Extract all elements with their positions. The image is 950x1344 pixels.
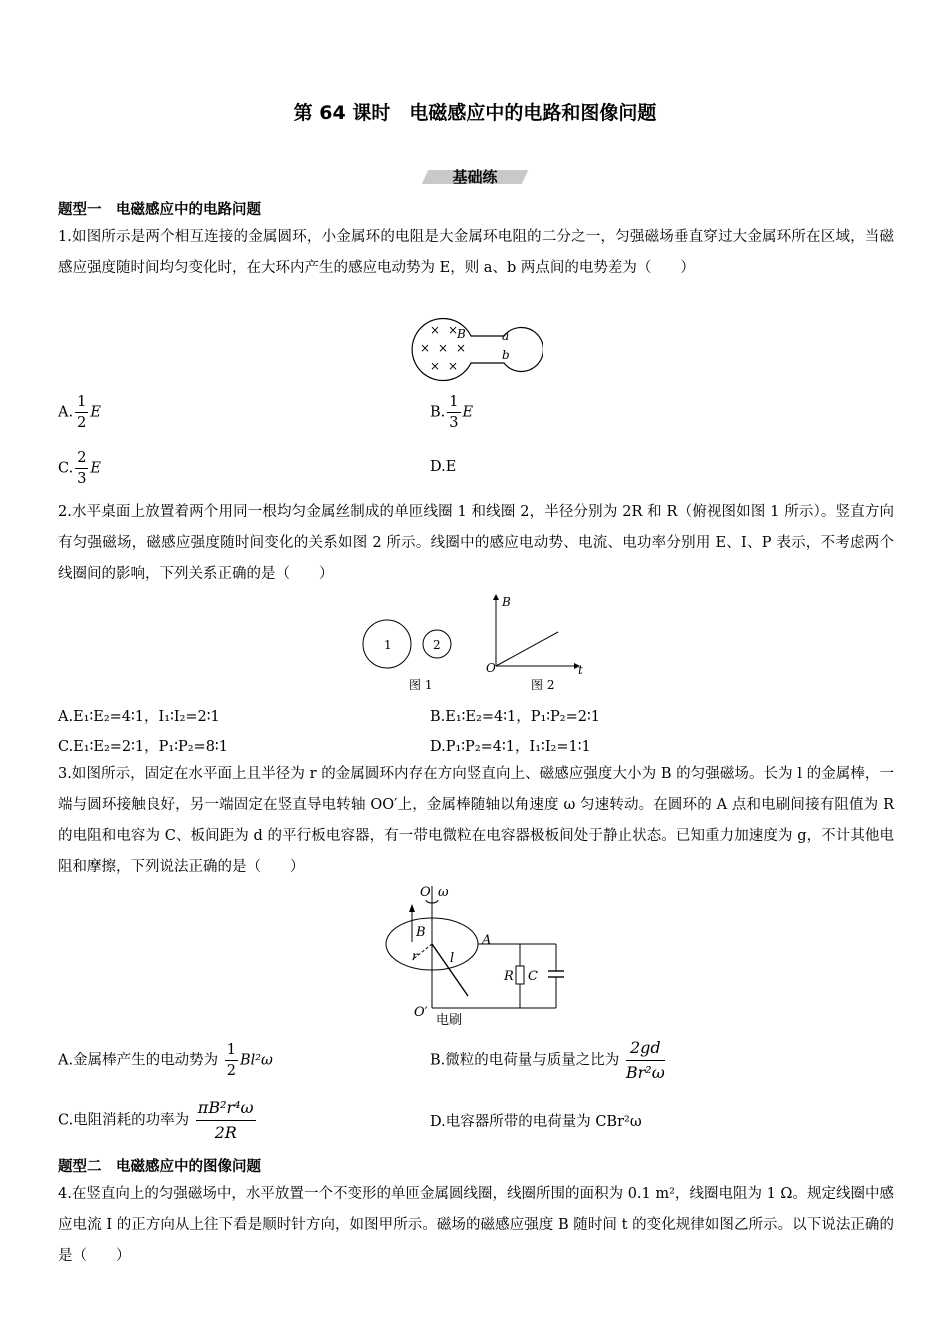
figure-2-caption: 图 2	[531, 678, 555, 692]
type-heading-1: 题型一 电磁感应中的电路问题	[58, 202, 261, 218]
q3-option-b[interactable]: B.微粒的电荷量与质量之比为 $\frac{2gd}{\text{Br²ω}}$	[430, 1038, 665, 1082]
q3-option-c[interactable]: C.电阻消耗的功率为 $\frac{\text{πB²r⁴ω}}{2R}$	[58, 1098, 254, 1142]
origin-label: O	[486, 661, 496, 675]
label-B: B	[457, 327, 466, 341]
cross-mark: ×	[448, 323, 459, 337]
coil-2-label: 2	[433, 638, 441, 652]
cross-mark: ×	[456, 341, 467, 355]
question-1-text: 1.如图所示是两个相互连接的金属圆环，小金属环的电阻是大金属环电阻的二分之一，匀强磁场垂直穿过大金属环所在区域，当磁感应强度随时间均匀变化时，在大环内产生的感应电动势为 E，则 a、b 两点间的电势差为（ ）	[58, 229, 894, 276]
question-2-text: 2.水平桌面上放置着两个用同一根均匀金属丝制成的单匝线圈 1 和线圈 2，半径分别为 2R 和 R（俯视图如图 1 所示）。竖直方向有匀强磁场，磁感应强度随时间变化的关系如图 2 所示。线圈中的感应电动势、电流、电功率分别用 E、I、P 表示，不考虑两个线圈间的影响，下列关系正确的是（ ）	[58, 504, 894, 582]
rod-l-label: l	[450, 951, 455, 966]
q2-option-b[interactable]: B.E₁∶E₂=4∶1，P₁∶P₂=2∶1	[430, 709, 600, 725]
question-2-figure	[360, 592, 592, 696]
omega-label: ω	[438, 885, 449, 900]
q1-option-d[interactable]: D.E	[430, 459, 457, 475]
field-B-label: B	[416, 925, 426, 940]
brush-label: 电刷	[436, 1013, 463, 1028]
q3-option-a[interactable]: A.金属棒产生的电动势为 $\frac{1}{2}$ Bl²ω	[58, 1042, 273, 1079]
axis-O-prime-label: O′	[414, 1005, 428, 1020]
point-A-label: A	[482, 933, 492, 948]
page-title: 第 64 课时 电磁感应中的电路和图像问题	[293, 102, 657, 124]
q1-option-a[interactable]: A. $\frac{1}{2}$ E	[58, 394, 101, 431]
coil-1-label: 1	[384, 638, 392, 652]
q2-option-d[interactable]: D.P₁∶P₂=4∶1，I₁∶I₂=1∶1	[430, 739, 591, 755]
cross-mark: ×	[420, 341, 431, 355]
axis-t-label: t	[578, 663, 583, 677]
question-4-text: 4.在竖直向上的匀强磁场中，水平放置一个不变形的单匝金属圆线圈，线圈所围的面积为 0.1 m²，线圈电阻为 1 Ω。规定线圈中感应电流 I 的正方向从上往下看是顺时针方向，如图甲所示。磁场的磁感应强度 B 随时间 t 的变化规律如图乙所示。以下说法正确的是（ ）	[58, 1186, 894, 1264]
type-heading-2: 题型二 电磁感应中的图像问题	[58, 1159, 261, 1175]
cross-mark: ×	[430, 359, 441, 373]
q2-option-a[interactable]: A.E₁∶E₂=4∶1，I₁∶I₂=2∶1	[58, 709, 220, 725]
question-3-text: 3.如图所示，固定在水平面上且半径为 r 的金属圆环内存在方向竖直向上、磁感应强度大小为 B 的匀强磁场。长为 l 的金属棒，一端与圆环接触良好，另一端固定在竖直导电转轴 OO′上，金属棒随轴以角速度 ω 匀速转动。在圆环的 A 点和电刷间接有阻值为 R 的电阻和电容为 C、板间距为 d 的平行板电容器，有一带电微粒在电容器极板间处于静止状态。已知重力加速度为 g，不计其他电阻和摩擦，下列说法正确的是（ ）	[58, 766, 894, 875]
q1-option-c[interactable]: C. $\frac{2}{3}$ E	[58, 450, 102, 487]
label-b: b	[502, 348, 510, 362]
cross-mark: ×	[438, 341, 449, 355]
figure-1-caption: 图 1	[409, 678, 433, 692]
q2-option-c[interactable]: C.E₁∶E₂=2∶1，P₁∶P₂=8∶1	[58, 739, 228, 755]
cross-mark: ×	[430, 323, 441, 337]
question-1-figure	[408, 318, 543, 382]
question-3-figure	[380, 882, 580, 1030]
axis-O-label: O	[420, 885, 431, 900]
q1-option-b[interactable]: B. $\frac{1}{3}$ E	[430, 394, 474, 431]
radius-r-label: r	[412, 949, 418, 963]
q3-option-d[interactable]: D.电容器所带的电荷量为 CBr²ω	[430, 1114, 642, 1130]
axis-B-label: B	[502, 595, 511, 609]
resistor-R-label: R	[504, 969, 514, 984]
capacitor-C-label: C	[528, 969, 538, 984]
label-a: a	[502, 329, 510, 343]
section-label: 基础练	[452, 168, 498, 186]
section-banner	[425, 166, 525, 188]
cross-mark: ×	[448, 359, 459, 373]
